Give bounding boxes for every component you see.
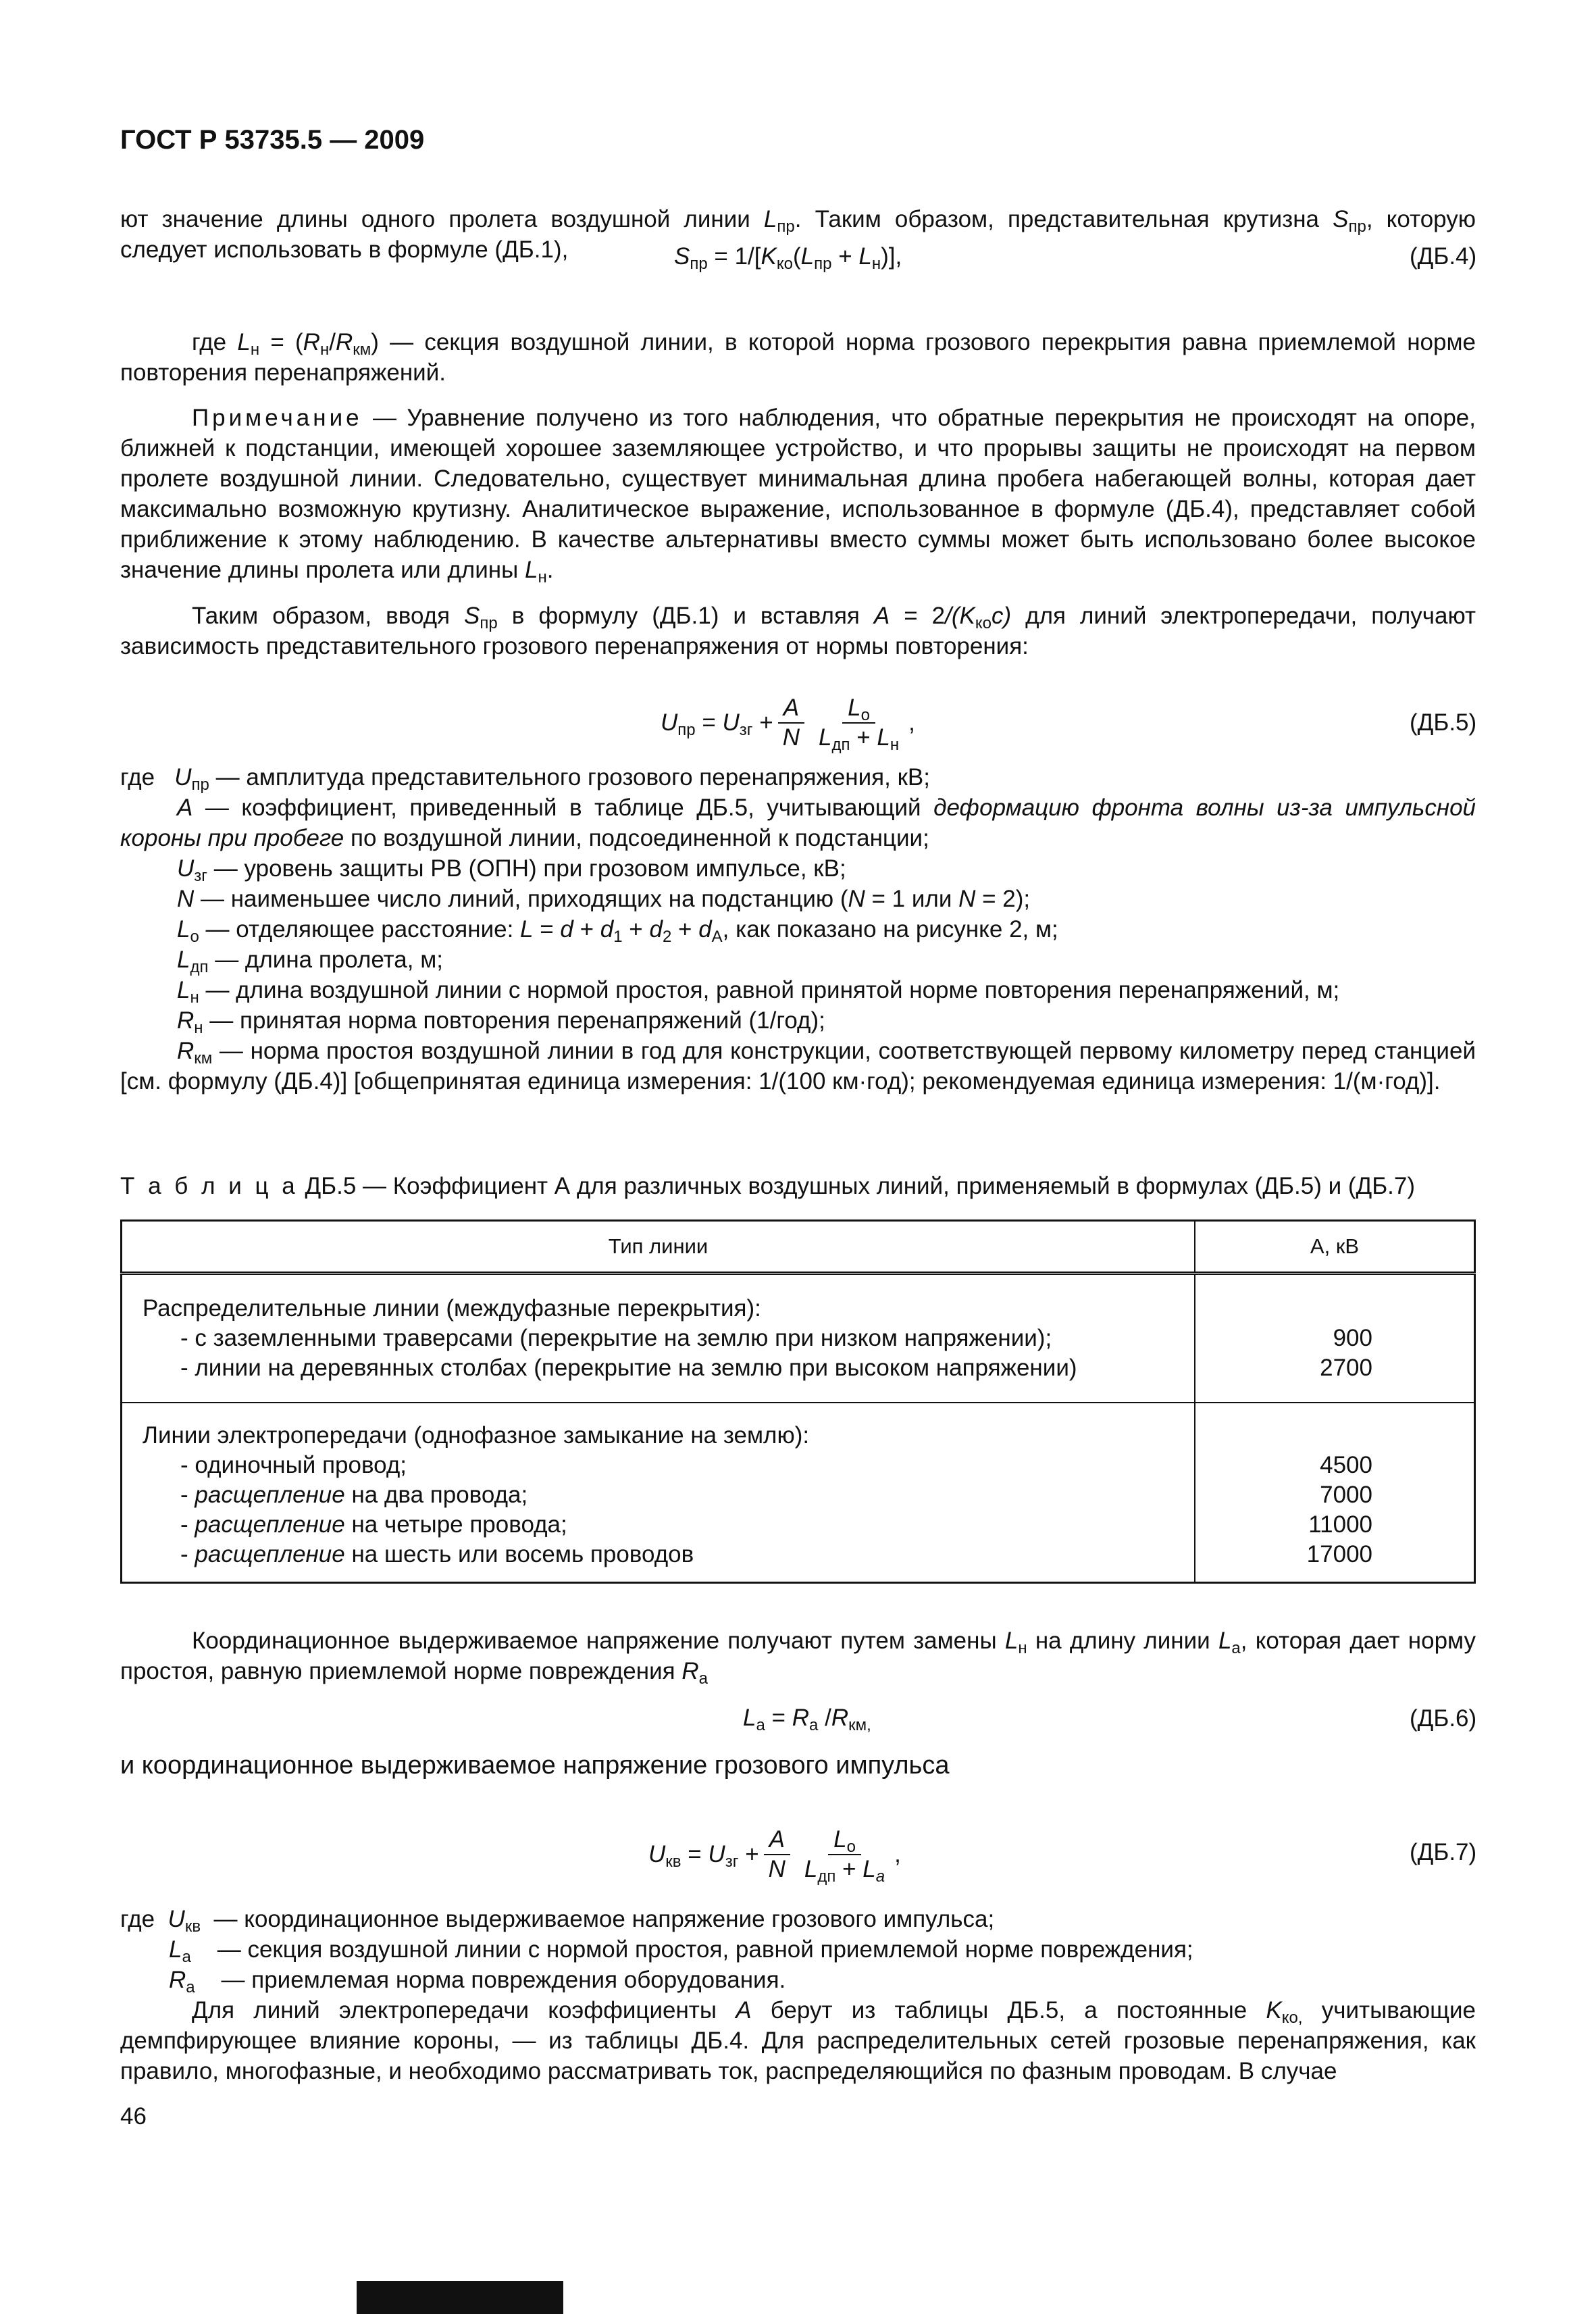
- paragraph-final: Для линий электропередачи коэффициенты A берут из таблицы ДБ.5, а постоянные $K_{ко,}$ учитывающие демпфирующее влияние короны, — из таблицы ДБ.4. Для распределительных сетей грозовые перенапряжения, как правило, многофазные, и необходимо рассматривать ток, распределяющийся по фазным проводам. В случае: [120, 1997, 1476, 2084]
- table-caption-prefix: Т а б л и ц а: [120, 1173, 299, 1199]
- table-row-value: 17000: [1306, 1541, 1372, 1567]
- definition-ukv: где $U_{кв}$ — координационное выдерживаемое напряжение грозового импульса;: [120, 1906, 995, 1936]
- table-row-label: - линии на деревянных столбах (перекрытие на землю при высоком напряжении): [180, 1355, 1077, 1381]
- equation-number-db5: (ДБ.5): [1410, 709, 1477, 736]
- definition-ln: $L_н$ — длина воздушной линии с нормой простоя, равной принятой норме повторения перенапряжений, м;: [177, 977, 1340, 1007]
- table-row-label: - расщепление на четыре провода;: [180, 1511, 567, 1538]
- formula-db5: $U_{пр} = U_{зг}$ + $\frac{A}{N}$ $\frac{L_o}{L_{дп} + L_н}$ ,: [661, 695, 915, 754]
- group-title: Линии электропередачи (однофазное замыкание на землю):: [143, 1422, 810, 1449]
- paragraph-ln-definition: где $L_н = (R_н/R_{км})$ — секция воздушной линии, в которой норма грозового перекрытия равна приемлемой норме повторения перенапряжений.: [120, 329, 1476, 386]
- table-row-label: - с заземленными траверсами (перекрытие на землю при низком напряжении);: [180, 1325, 1052, 1351]
- table-row-value: 7000: [1320, 1482, 1372, 1508]
- definition-rn: $R_н$ — принятая норма повторения перенапряжений (1/год);: [177, 1007, 825, 1037]
- table-header-line-type: Тип линии: [122, 1221, 1195, 1274]
- formula-db6: $L_a = R_a$ $/R_{км,}$: [743, 1705, 871, 1734]
- equation-number-db7: (ДБ.7): [1410, 1839, 1477, 1865]
- table-row-value: 900: [1333, 1325, 1372, 1351]
- definition-n: N — наименьшее число линий, приходящих на подстанцию (N = 1 или N = 2);: [177, 886, 1031, 912]
- table-row-label: - расщепление на два провода;: [180, 1482, 528, 1508]
- formula-db4: $S_{пр} = 1/[K_{ко}(L_{пр} + L_н)]$,: [674, 243, 902, 273]
- definition-a: A — коэффициент, приведенный в таблице ДБ.5, учитывающий деформацию фронта волны из-за импульсной короны при пробеге по воздушной линии, подсоединенной к подстанции;: [120, 795, 1476, 851]
- table-row-value: 2700: [1320, 1355, 1372, 1381]
- table-values-distribution: [1195, 1274, 1475, 1403]
- definition-ra: $R_a$ — приемлемая норма повреждения оборудования.: [169, 1967, 786, 1996]
- definition-ldp: $L_{дп}$ — длина пролета, м;: [177, 947, 444, 976]
- definition-uzg: $U_{зг}$ — уровень защиты РВ (ОПН) при грозовом импульсе, кВ;: [177, 855, 846, 885]
- definition-rkm: $R_{км}$ — норма простоя воздушной линии в год для конструкции, соответствующей первому километру перед станцией [см. формулу (ДБ.4)] [общепринятая единица измерения: 1/(100 км·год); рекомендуемая единица измерения: 1/(м·год)].: [120, 1038, 1476, 1095]
- table-row-label: - расщепление на шесть или восемь проводов: [180, 1541, 694, 1567]
- paragraph-substitution: Таким образом, вводя $S_{пр}$ в формулу (ДБ.1) и вставляя $A = 2/(K_{ко}c)$ для линий электропередачи, получают зависимость представительного грозового перенапряжения от нормы повторения:: [120, 603, 1476, 659]
- formula-db7: $U_{кв} = U_{зг}$ + $\frac{A}{N}$ $\frac{L_o}{L_{дп} + L_a}$ ,: [648, 1826, 901, 1886]
- document-header: ГОСТ Р 53735.5 — 2009: [120, 125, 425, 155]
- table-group-distribution: [122, 1274, 1195, 1403]
- page-number: 46: [120, 2103, 147, 2130]
- equation-number-db4: (ДБ.4): [1410, 243, 1477, 270]
- definition-la: $L_a$ — секция воздушной линии с нормой простоя, равной приемлемой норме повреждения;: [169, 1936, 1193, 1966]
- table-caption: [120, 1171, 1415, 1201]
- equation-number-db6: (ДБ.6): [1410, 1705, 1477, 1732]
- definition-lo: $L_о$ — отделяющее расстояние: $L = d + d_1 + d_2 + d_A$, как показано на рисунке 2, м;: [177, 916, 1058, 946]
- redaction-bar: [357, 2281, 563, 2314]
- table-group-transmission: [122, 1403, 1195, 1583]
- table-row-value: 11000: [1308, 1511, 1372, 1538]
- group-title: Распределительные линии (междуфазные перекрытия):: [143, 1295, 761, 1322]
- definition-upr: где $U_{пр}$ — амплитуда представительного грозового перенапряжения, кВ;: [120, 764, 930, 794]
- table-row-label: - одиночный провод;: [180, 1452, 407, 1478]
- paragraph-intro: ют значение длины одного пролета воздушной линии $L_{пр}$. Таким образом, представительная крутизна $S_{пр}$, которую следует использовать в формуле (ДБ.1),: [120, 206, 1476, 263]
- coefficient-table: [120, 1219, 1476, 1584]
- table-header-a-kv: А, кВ: [1195, 1221, 1475, 1274]
- note-paragraph: Примечание — Уравнение получено из того наблюдения, что обратные перекрытия не происходят на опоре, ближней к подстанции, имеющей хорошее заземляющее устройство, и что прорывы защиты не происходят на первом пролете воздушной линии. Следовательно, существует минимальная длина пробега набегающей волны, которая дает максимально возможную крутизну. Аналитическое выражение, использованное в формуле (ДБ.4), представляет собой приближение к этому наблюдению. В качестве альтернативы вместо суммы может быть использовано более высокое значение длины пролета или длины $L_н$.: [120, 405, 1476, 586]
- paragraph-coordination: Координационное выдерживаемое напряжение получают путем замены $L_н$ на длину линии $L_a$, которая дает норму простоя, равную приемлемой норме повреждения $R_a$: [120, 1628, 1476, 1688]
- heading-impulse: и координационное выдерживаемое напряжение грозового импульса: [120, 1751, 950, 1780]
- table-row-value: 4500: [1320, 1452, 1372, 1478]
- table-caption-text: ДБ.5 — Коэффициент А для различных воздушных линий, применяемый в формулах (ДБ.5) и (ДБ.7): [305, 1173, 1416, 1199]
- table-values-transmission: [1195, 1403, 1475, 1583]
